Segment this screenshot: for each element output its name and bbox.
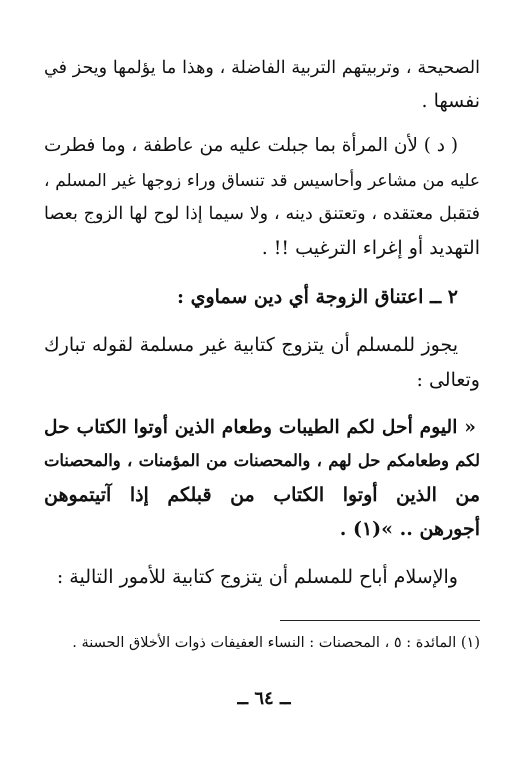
paragraph-3-line-1: يجوز للمسلم أن يتزوج كتابية غير مسلمة لقوله تبارك [44, 334, 458, 356]
footnote-divider [280, 620, 480, 621]
paragraph-3-line-2: وتعالى : [416, 369, 480, 391]
paragraph-2-line-4: التهديد أو إغراء الترغيب !! . [261, 237, 480, 259]
paragraph-1-line-2: نفسها . [421, 90, 480, 112]
footnote: (١) المائدة : ٥ ، المحصنات : النساء العفيفات ذوات الأخلاق الحسنة . [72, 635, 480, 651]
paragraph-4-line-1: والإسلام أباح للمسلم أن يتزوج كتابية للأمور التالية : [56, 566, 458, 588]
quote-line-1: « اليوم أحل لكم الطيبات وطعام الذين أوتوا الكتاب حل [44, 416, 476, 438]
quote-line-4: أجورهن .. »(١) . [339, 518, 480, 540]
quote-line-3: من الذين أوتوا الكتاب من قبلكم إذا آتيتموهن [44, 484, 480, 506]
paragraph-1-line-1: الصحيحة ، وتربيتهم التربية الفاضلة ، وهذا ما يؤلمها ويحز في [44, 58, 480, 78]
paragraph-2-line-2: عليه من مشاعر وأحاسيس قد تنساق وراء زوجها غير المسلم ، [44, 170, 480, 190]
section-heading: ٢ ــ اعتناق الزوجة أي دين سماوي : [176, 286, 458, 308]
paragraph-2-line-3: فتقبل معتقده ، وتعتنق دينه ، ولا سيما إذا لوح لها الزوج بعصا [44, 204, 480, 224]
quote-line-2: لكم وطعامكم حل لهم ، والمحصنات من المؤمنات ، والمحصنات [44, 451, 480, 470]
paragraph-2-line-1: ( د ) لأن المرأة بما جبلت عليه من عاطفة ، وما فطرت [44, 135, 458, 156]
page-number: ــ ٦٤ ــ [237, 688, 291, 709]
